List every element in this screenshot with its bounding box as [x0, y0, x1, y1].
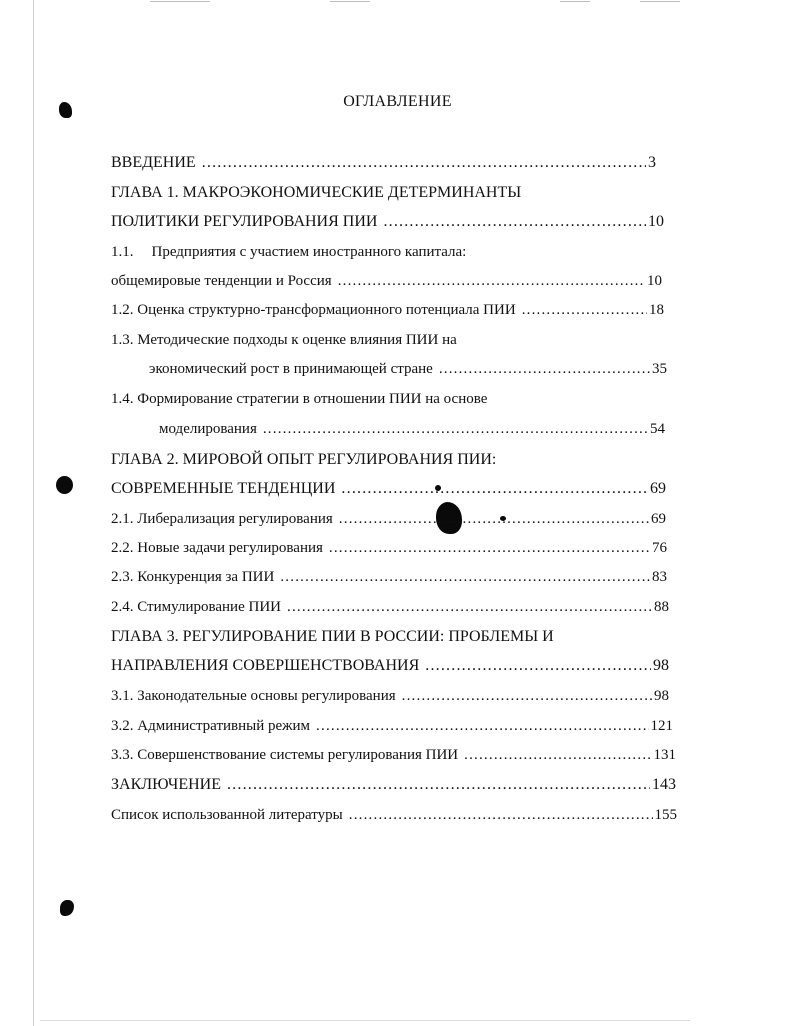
dot-leader	[341, 478, 648, 500]
toc-page-number: 83	[652, 569, 667, 585]
toc-page-number: 69	[650, 480, 666, 497]
toc-entry-label: Список использованной литературы	[111, 807, 343, 823]
toc-entry-label: экономический рост в принимающей стране	[149, 361, 433, 377]
scan-top-mark	[640, 1, 680, 2]
dot-leader	[316, 715, 648, 737]
toc-entry-chapter-2	[111, 478, 666, 500]
toc-entry-section-2-3	[111, 566, 667, 588]
dot-leader	[202, 152, 646, 174]
dot-leader	[439, 358, 650, 380]
toc-entry-label: ВВЕДЕНИЕ	[111, 154, 196, 171]
toc-entry-label: 3.2. Административный режим	[111, 718, 311, 734]
toc-section-1-3-heading: 1.3. Методические подходы к оценке влияния ПИИ на	[111, 332, 457, 348]
toc-page-number: 10	[647, 273, 662, 289]
toc-section-number: 1.1.	[111, 244, 134, 260]
toc-entry-section-1-3	[149, 358, 667, 380]
dot-leader	[383, 211, 646, 233]
toc-page-number: 143	[652, 776, 676, 793]
dot-leader	[464, 744, 651, 766]
scan-bottom-edge	[40, 1020, 690, 1021]
toc-page-number: 35	[652, 361, 667, 377]
toc-entry-section-2-1	[111, 508, 666, 530]
toc-page-number: 18	[649, 302, 664, 318]
toc-entry-section-1-1	[111, 270, 662, 292]
toc-entry-label: 2.1. Либерализация регулирования	[111, 511, 333, 527]
toc-section-1-1-heading	[111, 241, 466, 263]
toc-entry-section-3-1	[111, 685, 669, 707]
toc-page-number: 76	[652, 540, 667, 556]
toc-entry-label: 1.2. Оценка структурно-трансформационного потенциала ПИИ	[111, 302, 516, 318]
scan-top-mark	[330, 1, 370, 2]
toc-page-number: 69	[651, 511, 666, 527]
toc-entry-conclusion	[111, 774, 676, 796]
toc-page-number: 3	[648, 154, 656, 171]
toc-entry-label: Предприятия с участием иностранного капитала:	[151, 244, 467, 260]
toc-page-number: 10	[648, 213, 664, 230]
scan-top-mark	[150, 1, 210, 2]
toc-entry-section-1-2	[111, 299, 664, 321]
toc-entry-section-3-3	[111, 744, 676, 766]
scan-left-edge	[33, 0, 34, 1026]
dot-leader	[349, 804, 653, 826]
toc-entry-section-1-4	[159, 418, 665, 440]
toc-entry-references	[111, 804, 677, 826]
dot-leader	[329, 537, 650, 559]
toc-page-number: 131	[653, 747, 676, 763]
toc-entry-introduction	[111, 152, 656, 174]
toc-chapter-1-heading: ГЛАВА 1. МАКРОЭКОНОМИЧЕСКИЕ ДЕТЕРМИНАНТЫ	[111, 184, 522, 201]
toc-page-number: 54	[650, 421, 665, 437]
dot-leader	[338, 270, 645, 292]
dot-leader	[287, 596, 652, 618]
toc-entry-label: ЗАКЛЮЧЕНИЕ	[111, 776, 221, 793]
toc-entry-label: 3.1. Законодательные основы регулирования	[111, 688, 396, 704]
toc-page-number: 88	[654, 599, 669, 615]
dot-leader	[522, 299, 647, 321]
toc-chapter-3-heading: ГЛАВА 3. РЕГУЛИРОВАНИЕ ПИИ В РОССИИ: ПРОБЛЕМЫ И	[111, 628, 554, 645]
toc-entry-chapter-1	[111, 211, 664, 233]
dot-leader	[402, 685, 652, 707]
toc-entry-label: СОВРЕМЕННЫЕ ТЕНДЕНЦИИ	[111, 480, 336, 497]
toc-page-number: 98	[653, 657, 669, 674]
toc-section-1-4-heading: 1.4. Формирование стратегии в отношении ПИИ на основе	[111, 391, 488, 407]
toc-entry-label: ПОЛИТИКИ РЕГУЛИРОВАНИЯ ПИИ	[111, 213, 378, 230]
toc-entry-label: 2.2. Новые задачи регулирования	[111, 540, 323, 556]
toc-entry-label: НАПРАВЛЕНИЯ СОВЕРШЕНСТВОВАНИЯ	[111, 657, 420, 674]
toc-entry-label: общемировые тенденции и Россия	[111, 273, 332, 289]
toc-entry-label: 3.3. Совершенствование системы регулирования ПИИ	[111, 747, 459, 763]
toc-entry-section-3-2	[111, 715, 673, 737]
toc-chapter-2-heading: ГЛАВА 2. МИРОВОЙ ОПЫТ РЕГУЛИРОВАНИЯ ПИИ:	[111, 451, 497, 468]
toc-entry-section-2-2	[111, 537, 667, 559]
punch-hole-mark	[60, 900, 74, 916]
toc-entry-label: 2.3. Конкуренция за ПИИ	[111, 569, 275, 585]
scan-top-mark	[560, 1, 590, 2]
toc-entry-label: моделирования	[159, 421, 257, 437]
toc-entry-section-2-4	[111, 596, 669, 618]
punch-hole-mark	[56, 476, 73, 494]
dot-leader	[280, 566, 650, 588]
page-title: ОГЛАВЛЕНИЕ	[343, 93, 452, 110]
toc-page-number: 98	[654, 688, 669, 704]
toc-entry-label: 2.4. Стимулирование ПИИ	[111, 599, 281, 615]
dot-leader	[263, 418, 648, 440]
toc-entry-chapter-3	[111, 655, 669, 677]
toc-page-number: 121	[650, 718, 673, 734]
toc-page-number: 155	[654, 807, 677, 823]
dot-leader	[227, 774, 650, 796]
dot-leader	[339, 508, 649, 530]
dot-leader	[425, 655, 651, 677]
